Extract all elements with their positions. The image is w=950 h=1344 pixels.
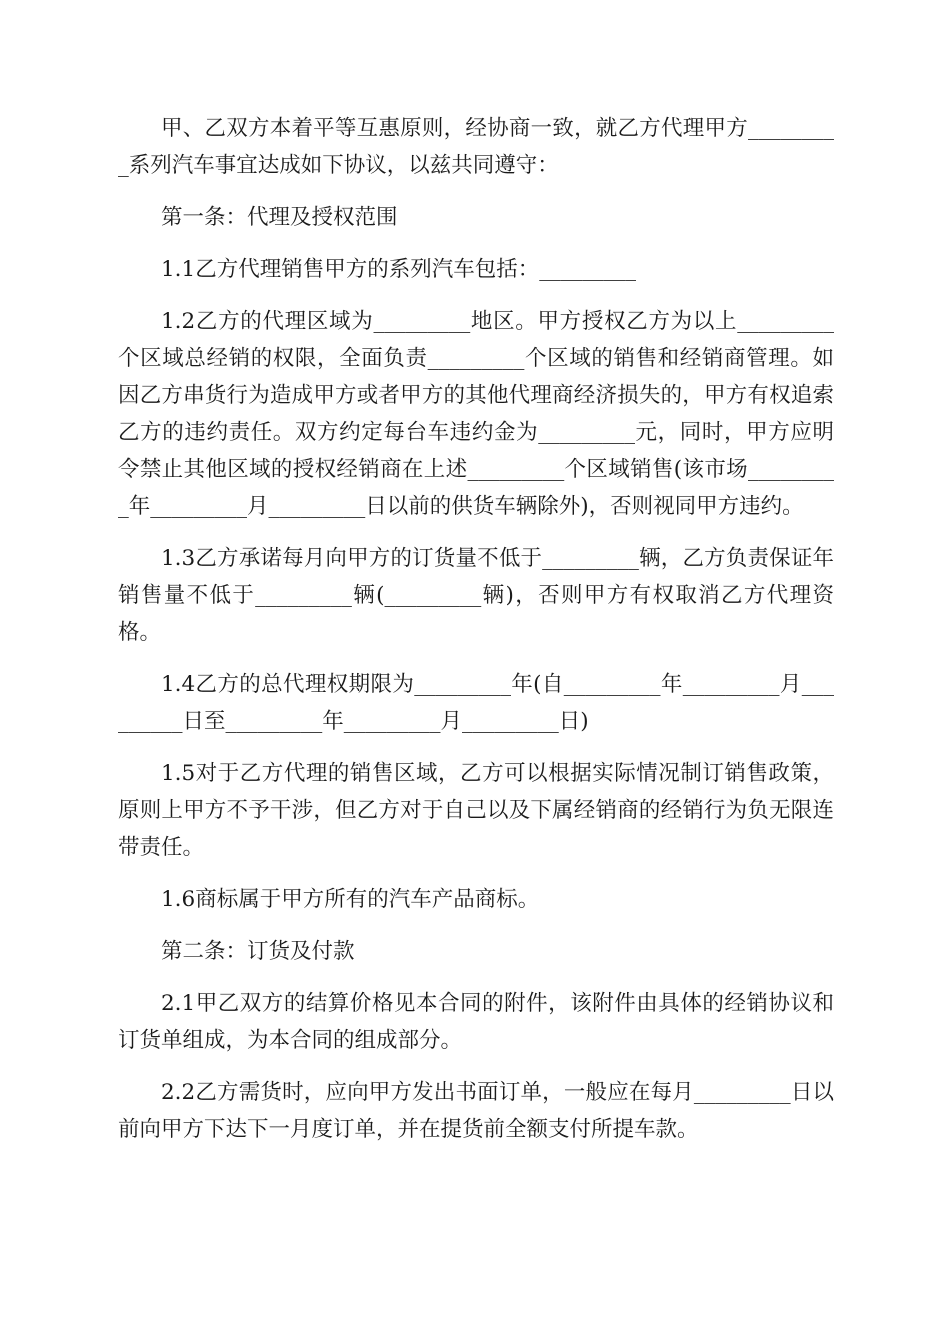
document-page xyxy=(118,110,834,1163)
clause-1-6: 1.6商标属于甲方所有的汽车产品商标。 xyxy=(161,887,540,912)
article-2-title: 第二条：订货及付款 xyxy=(161,939,355,964)
clause-1-5: 1.5对于乙方代理的销售区域，乙方可以根据实际情况制订销售政策，原则上甲方不予干涉，但乙方对于自己以及下属经销商的经销行为负无限连带责任。 xyxy=(118,761,834,860)
clause-1-3: 1.3乙方承诺每月向甲方的订货量不低于_________辆，乙方负责保证年销售量不低于_________辆(_________辆)，否则甲方有权取消乙方代理资格。 xyxy=(118,546,834,645)
article-1-title: 第一条：代理及授权范围 xyxy=(161,205,398,230)
clause-2-2: 2.2乙方需货时，应向甲方发出书面订单，一般应在每月_________日以前向甲方下达下一月度订单，并在提货前全额支付所提车款。 xyxy=(118,1080,834,1142)
clause-1-2: 1.2乙方的代理区域为_________地区。甲方授权乙方为以上_________个区域总经销的权限，全面负责_________个区域的销售和经销商管理。如因乙方串货行为造成甲方或者甲方的其他代理商经济损失的，甲方有权追索乙方的违约责任。双方约定每台车违约金为_________元，同时，甲方应明令禁止其他区域的授权经销商在上述_________个区域销售(该市场_________年_________月_________日以前的供货车辆除外)，否则视同甲方违约。 xyxy=(118,309,834,519)
intro-paragraph: 甲、乙双方本着平等互惠原则，经协商一致，就乙方代理甲方_________系列汽车事宜达成如下协议，以兹共同遵守： xyxy=(118,116,834,178)
clause-2-1: 2.1甲乙双方的结算价格见本合同的附件，该附件由具体的经销协议和订货单组成，为本合同的组成部分。 xyxy=(118,991,834,1053)
clause-1-1: 1.1乙方代理销售甲方的系列汽车包括：_________ xyxy=(161,257,636,282)
clause-1-4: 1.4乙方的总代理权期限为_________年(自_________年_________月_________日至_________年_________月_________日) xyxy=(118,672,834,734)
